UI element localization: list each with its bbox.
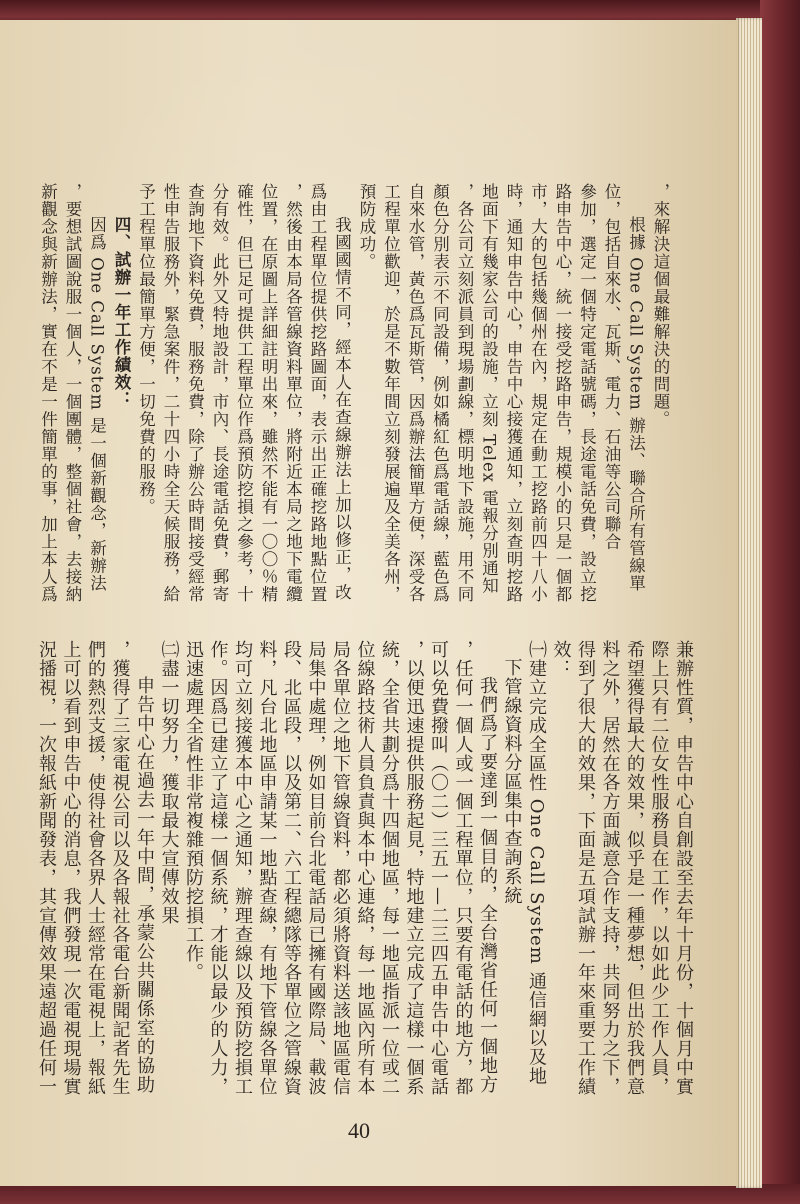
text-column: 際上只有二位女性服務員在工作，以如此少工作人員， (648, 640, 670, 1096)
page-stack-edge (736, 18, 762, 1188)
text-column: 況播視，一次報紙新聞發表，其宣傳效果遠超過任何一 (36, 640, 57, 1096)
text-column: 希望獲得最大的效果，似乎是一種夢想，但出於我們意 (624, 640, 645, 1096)
text-column: 分有效。此外又特地設計，市內、長途電話免費，郵寄 (210, 183, 229, 603)
text-column: 地面下有幾家公司的設施，立刻 Telex 電報分別通知 (479, 183, 499, 595)
text-column: 根據 One Call System 辦法、聯合所有管線單 (626, 216, 646, 593)
book-cover-bottom-edge (0, 1184, 800, 1204)
text-column: 市，大的包括幾個州在內，規定在動工挖路前四十八小 (528, 183, 548, 603)
text-column: 局集中處理，例如目前台北電話局已擁有國際局、載波 (305, 640, 327, 1096)
text-column: 自來水管，黃色爲瓦斯管，因爲辦法簡單方便，深受各 (406, 183, 425, 603)
text-column: 迅速處理全省性非常複雜預防挖損工作。 (183, 640, 204, 982)
text-column: 統，全省共劃分爲十四個地區，每一地區指派一位或二 (379, 640, 400, 1096)
text-column: 均可立刻接獲本中心之通知，辦理查線以及預防挖損工 (232, 640, 253, 1096)
text-column: 查詢地下資料免費，服務免費，除了辦公時間接受經常 (185, 183, 205, 603)
text-column: 確性，但已足可提供工程單位作爲預防挖損之參考，十 (234, 183, 254, 603)
text-column: 得到了很大的效果，下面是五項試辦一年來重要工作績 (575, 640, 596, 1096)
text-column: 予工程單位最簡單方便，一切免費的服務。 (136, 183, 156, 516)
book-cover-spine-edge (760, 0, 800, 1204)
text-column: 上可以看到申告中心的消息，我們發現一次電視現場實 (60, 640, 82, 1096)
text-column: ，然後由本局各管線資料單位，將附近本局之地下電纜 (283, 183, 303, 603)
page-number: 40 (348, 1118, 370, 1143)
text-column: 申告中心在過去一年中間，承蒙公共關係室的協助 (134, 676, 155, 1094)
text-column: 參加，選定一個特定電話號碼，長途電話免費，設立挖 (577, 183, 597, 603)
subsection-heading: ㈡盡一切努力，獲取最大宣傳效果 (158, 640, 180, 925)
text-column: 段、北區段，以及第二、六工程總隊等各單位之管線資 (281, 640, 302, 1096)
text-column: ，任何一個人或一個工程單位，只要有電話的地方，都 (452, 640, 474, 1096)
text-column: 效： (550, 640, 572, 678)
text-column: 料，凡台北地區申請某一地點查線，有地下管線各單位 (256, 640, 278, 1096)
text-column: 時，通知申告中心，申告中心接獲通知，立刻查明挖路 (504, 183, 523, 603)
text-column: 性申告服務外，緊急案件，二十四小時全天候服務，給 (161, 183, 180, 603)
text-column: ，要想試圖說服一個人，一個團體，整個社會，去接納 (63, 183, 82, 603)
text-column: ，獲得了三家電視公司以及各報社各電台新聞記者先生 (109, 640, 131, 1096)
upper-text-block (35, 183, 672, 613)
text-column: 我國國情不同，經本人在查線辦法上加以修正，改 (332, 216, 352, 601)
text-column: 料之外，居然在各方面誠意合作支持，共同努力之下， (599, 640, 621, 1096)
text-column: 因爲 One Call System 是一個新觀念，新辦法 (87, 216, 107, 593)
section-heading: 四、試辦一年工作績效： (112, 216, 131, 409)
text-column: 位置，在原圖上詳細註明出來，雖然不能有一〇〇％精 (259, 183, 278, 603)
text-column: 兼辦性質，申告中心自創設至去年十月份，十個月中實 (673, 640, 694, 1096)
subsection-heading-continued: 下管線資料分區集中查詢系統 (501, 658, 523, 905)
text-column: 位線路技術人員負責與本中心連絡，每一地區內所有本 (354, 640, 376, 1096)
text-column: 預防成功。 (357, 183, 376, 271)
text-column: 作。因爲已建立了這樣一個系統，才能以最少的人力， (207, 640, 229, 1096)
text-column: 路申告中心，統一接受挖路申告，規模小的只是一個都 (553, 183, 572, 603)
subsection-heading: ㈠建立完成全區性 One Call System 通信網以及地 (526, 640, 547, 1086)
text-column: ，來解決這個最難解決的問題。 (651, 183, 670, 428)
text-column: ，各公司立刻派員到現場劃線，標明地下設施，用不同 (455, 183, 474, 603)
lower-text-block (34, 640, 696, 1110)
text-column: 顏色分別表示不同設備，例如橘紅色爲電話線，藍色爲 (430, 183, 450, 603)
text-column: 爲由工程單位提供挖路圖面，表示出正確挖路地點位置 (308, 183, 327, 603)
text-column: ，以便迅速提供服務起見，特地建立完成了這樣一個系 (403, 640, 425, 1096)
text-column: 局各單位之地下管線資料，都必須將資料送該地區電信 (330, 640, 351, 1096)
text-column: 們的熱烈支援，使得社會各界人士經常在電視上，報紙 (85, 640, 106, 1096)
text-column: 新觀念與新辦法，實在不是一件簡單的事，加上本人爲 (38, 183, 58, 603)
text-column: 我們爲了要達到一個目的，全台灣省任何一個地方 (477, 676, 498, 1094)
text-column: 工程單位歡迎，於是不數年間立刻發展遍及全美各州， (381, 183, 401, 603)
text-column: 可以免費撥叫（〇二）三五一—二三四五申告中心電話 (428, 640, 449, 1096)
text-column: 位，包括自來水、瓦斯、電力、石油等公司聯合 (602, 183, 621, 551)
